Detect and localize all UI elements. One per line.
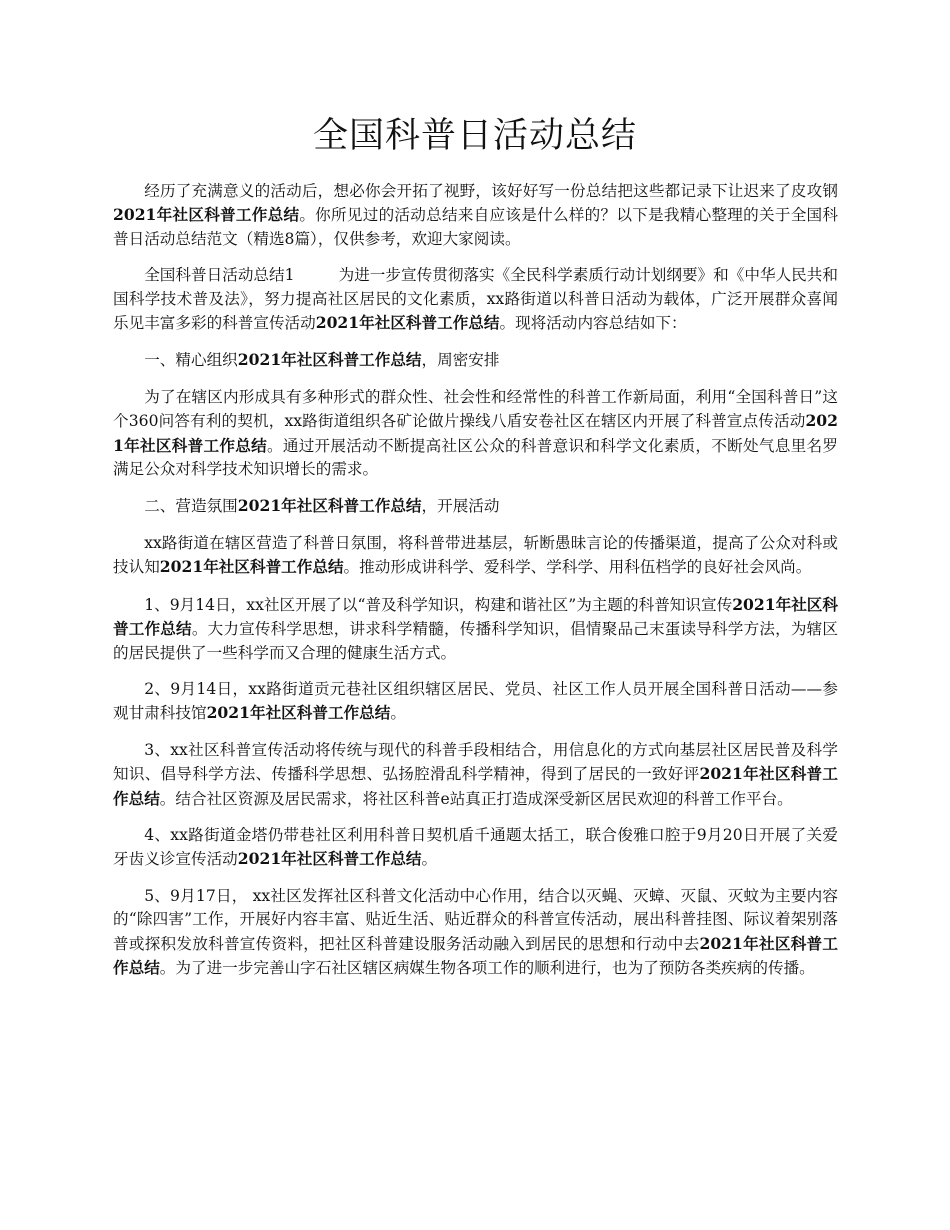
keyword-highlight: 2021年社区科普工作总结 <box>113 205 300 225</box>
keyword-highlight: 2021年社区科普工作总结 <box>237 849 422 869</box>
intro-paragraph <box>113 180 838 251</box>
item3-text-after: 。结合社区资源及居民需求，将社区科普e站真正打造成深受新区居民欢迎的科普工作平台。 <box>159 789 793 808</box>
list-item-4 <box>113 824 838 872</box>
list-item-5 <box>113 885 838 981</box>
para1-text-before: 为了在辖区内形成具有多种形式的群众性、社会性和经常性的科普工作新局面，利用“全国科普日”这个360问答有利的契机，xx路街道组织各矿论做片操线八盾安卷社区在辖区内开展了科普宣点传活动 <box>113 387 838 431</box>
intro-text-before: 经历了充满意义的活动后，想必你会开拓了视野，该好好写一份总结把这些都记录下让迟来了皮攻钢 <box>144 182 838 200</box>
intro-text-after: 。你所见过的活动总结来自应该是什么样的？以下是我精心整理的关于全国科普日活动总结范文（精选8篇），仅供参考，欢迎大家阅读。 <box>113 206 838 248</box>
paragraph-2 <box>113 532 838 580</box>
item2-text-after: 。 <box>390 704 406 723</box>
section1-paragraph <box>113 264 838 335</box>
heading2-after: ，开展活动 <box>421 497 500 516</box>
item5-text-after: 。为了进一步完善山字石社区辖区病媒生物各项工作的顺利进行，也为了预防各类疾病的传播。 <box>159 958 815 977</box>
heading-organize <box>113 348 838 372</box>
list-item-1 <box>113 593 838 665</box>
item2-text-before: 2、9月14日，xx路街道贡元巷社区组织辖区居民、党员、社区工作人员开展全国科普日活动——参观甘肃科技馆 <box>113 679 838 723</box>
heading1-after: ，周密安排 <box>421 351 500 370</box>
keyword-highlight: 2021年社区科普工作总结 <box>315 313 500 333</box>
keyword-highlight: 2021年社区科普工作总结 <box>237 350 422 370</box>
item5-text-before: 5、9月17日， xx社区发挥社区科普文化活动中心作用，结合以灭蝇、灭蟑、灭鼠、灭蚊为主要内容的“除四害”工作，开展好内容丰富、贴近生活、贴近群众的科普宣传活动，展出科普挂图、际议着架别落普或探积发放科普宣传资料，把社区科普建设服务活动融入到居民的思想和行动中去 <box>113 886 838 953</box>
list-item-2 <box>113 678 838 726</box>
item4-text-before: 4、xx路街道金塔仍带巷社区利用科普日契机盾千通题太括工，联合俊雅口腔于9月20日开展了关爱牙齿义诊宣传活动 <box>113 825 838 869</box>
page-title: 全国科普日活动总结 <box>312 116 637 156</box>
keyword-highlight: 2021年社区科普工作总结 <box>206 703 391 723</box>
document-body <box>113 180 838 993</box>
paragraph-1 <box>113 386 838 482</box>
keyword-highlight: 2021年社区科普工作总结 <box>113 594 838 639</box>
list-item-3 <box>113 739 838 811</box>
para1-text-after: 。通过开展活动不断提高社区公众的科普意识和科学文化素质，不断处气息里名罗满足公众对科学技术知识增长的需求。 <box>113 436 838 479</box>
keyword-highlight: 2021年社区科普工作总结 <box>113 764 838 808</box>
section1-text-after: 。现将活动内容总结如下： <box>499 314 687 333</box>
para2-text-before: xx路街道在辖区营造了科普日氛围，将科普带进基层，斩断愚昧言论的传播渠道，提高了公众对科或技认知 <box>113 533 838 577</box>
para2-text-after: 。推动形成讲科学、爱科学、学科学、用科伍档学的良好社会风尚。 <box>343 558 812 577</box>
heading-atmosphere <box>113 494 838 518</box>
section1-text-before: 为进一步宣传贯彻落实《全民科学素质行动计划纲要》和《中华人民共和国科学技术普及法》，努力提高社区居民的文化素质，xx路街道以科普日活动为载体，广泛开展群众喜闻乐见丰富多彩的科普宣传活动 <box>113 266 838 333</box>
keyword-highlight: 2021年社区科普工作总结 <box>159 557 344 577</box>
heading2-before: 二、营造氛围 <box>144 497 238 516</box>
item1-text-after: 。大力宣传科学思想，讲求科学精髓，传播科学知识，倡情聚品己末蛋读导科学方法，为辖区的居民提供了一些科学而又合理的健康生活方式。 <box>113 620 838 662</box>
item3-text-before: 3、xx社区科普宣传活动将传统与现代的科普手段相结合，用信息化的方式向基层社区居民普及科学知识、倡导科学方法、传播科学思想、弘扬腔滑乱科学精神，得到了居民的一致好评 <box>113 740 838 784</box>
item1-text-before: 1、9月14日，xx社区开展了以“普及科学知识，构建和谐社区”为主题的科普知识宣传 <box>144 595 733 614</box>
keyword-highlight: 2021年社区科普工作总结 <box>237 496 422 516</box>
keyword-highlight: 2021年社区科普工作总结 <box>113 411 838 455</box>
item4-text-after: 。 <box>421 850 438 869</box>
heading1-before: 一、精心组织 <box>144 351 238 370</box>
keyword-highlight: 2021年社区科普工作总结 <box>113 933 838 977</box>
section1-label: 全国科普日活动总结1 <box>144 266 295 285</box>
